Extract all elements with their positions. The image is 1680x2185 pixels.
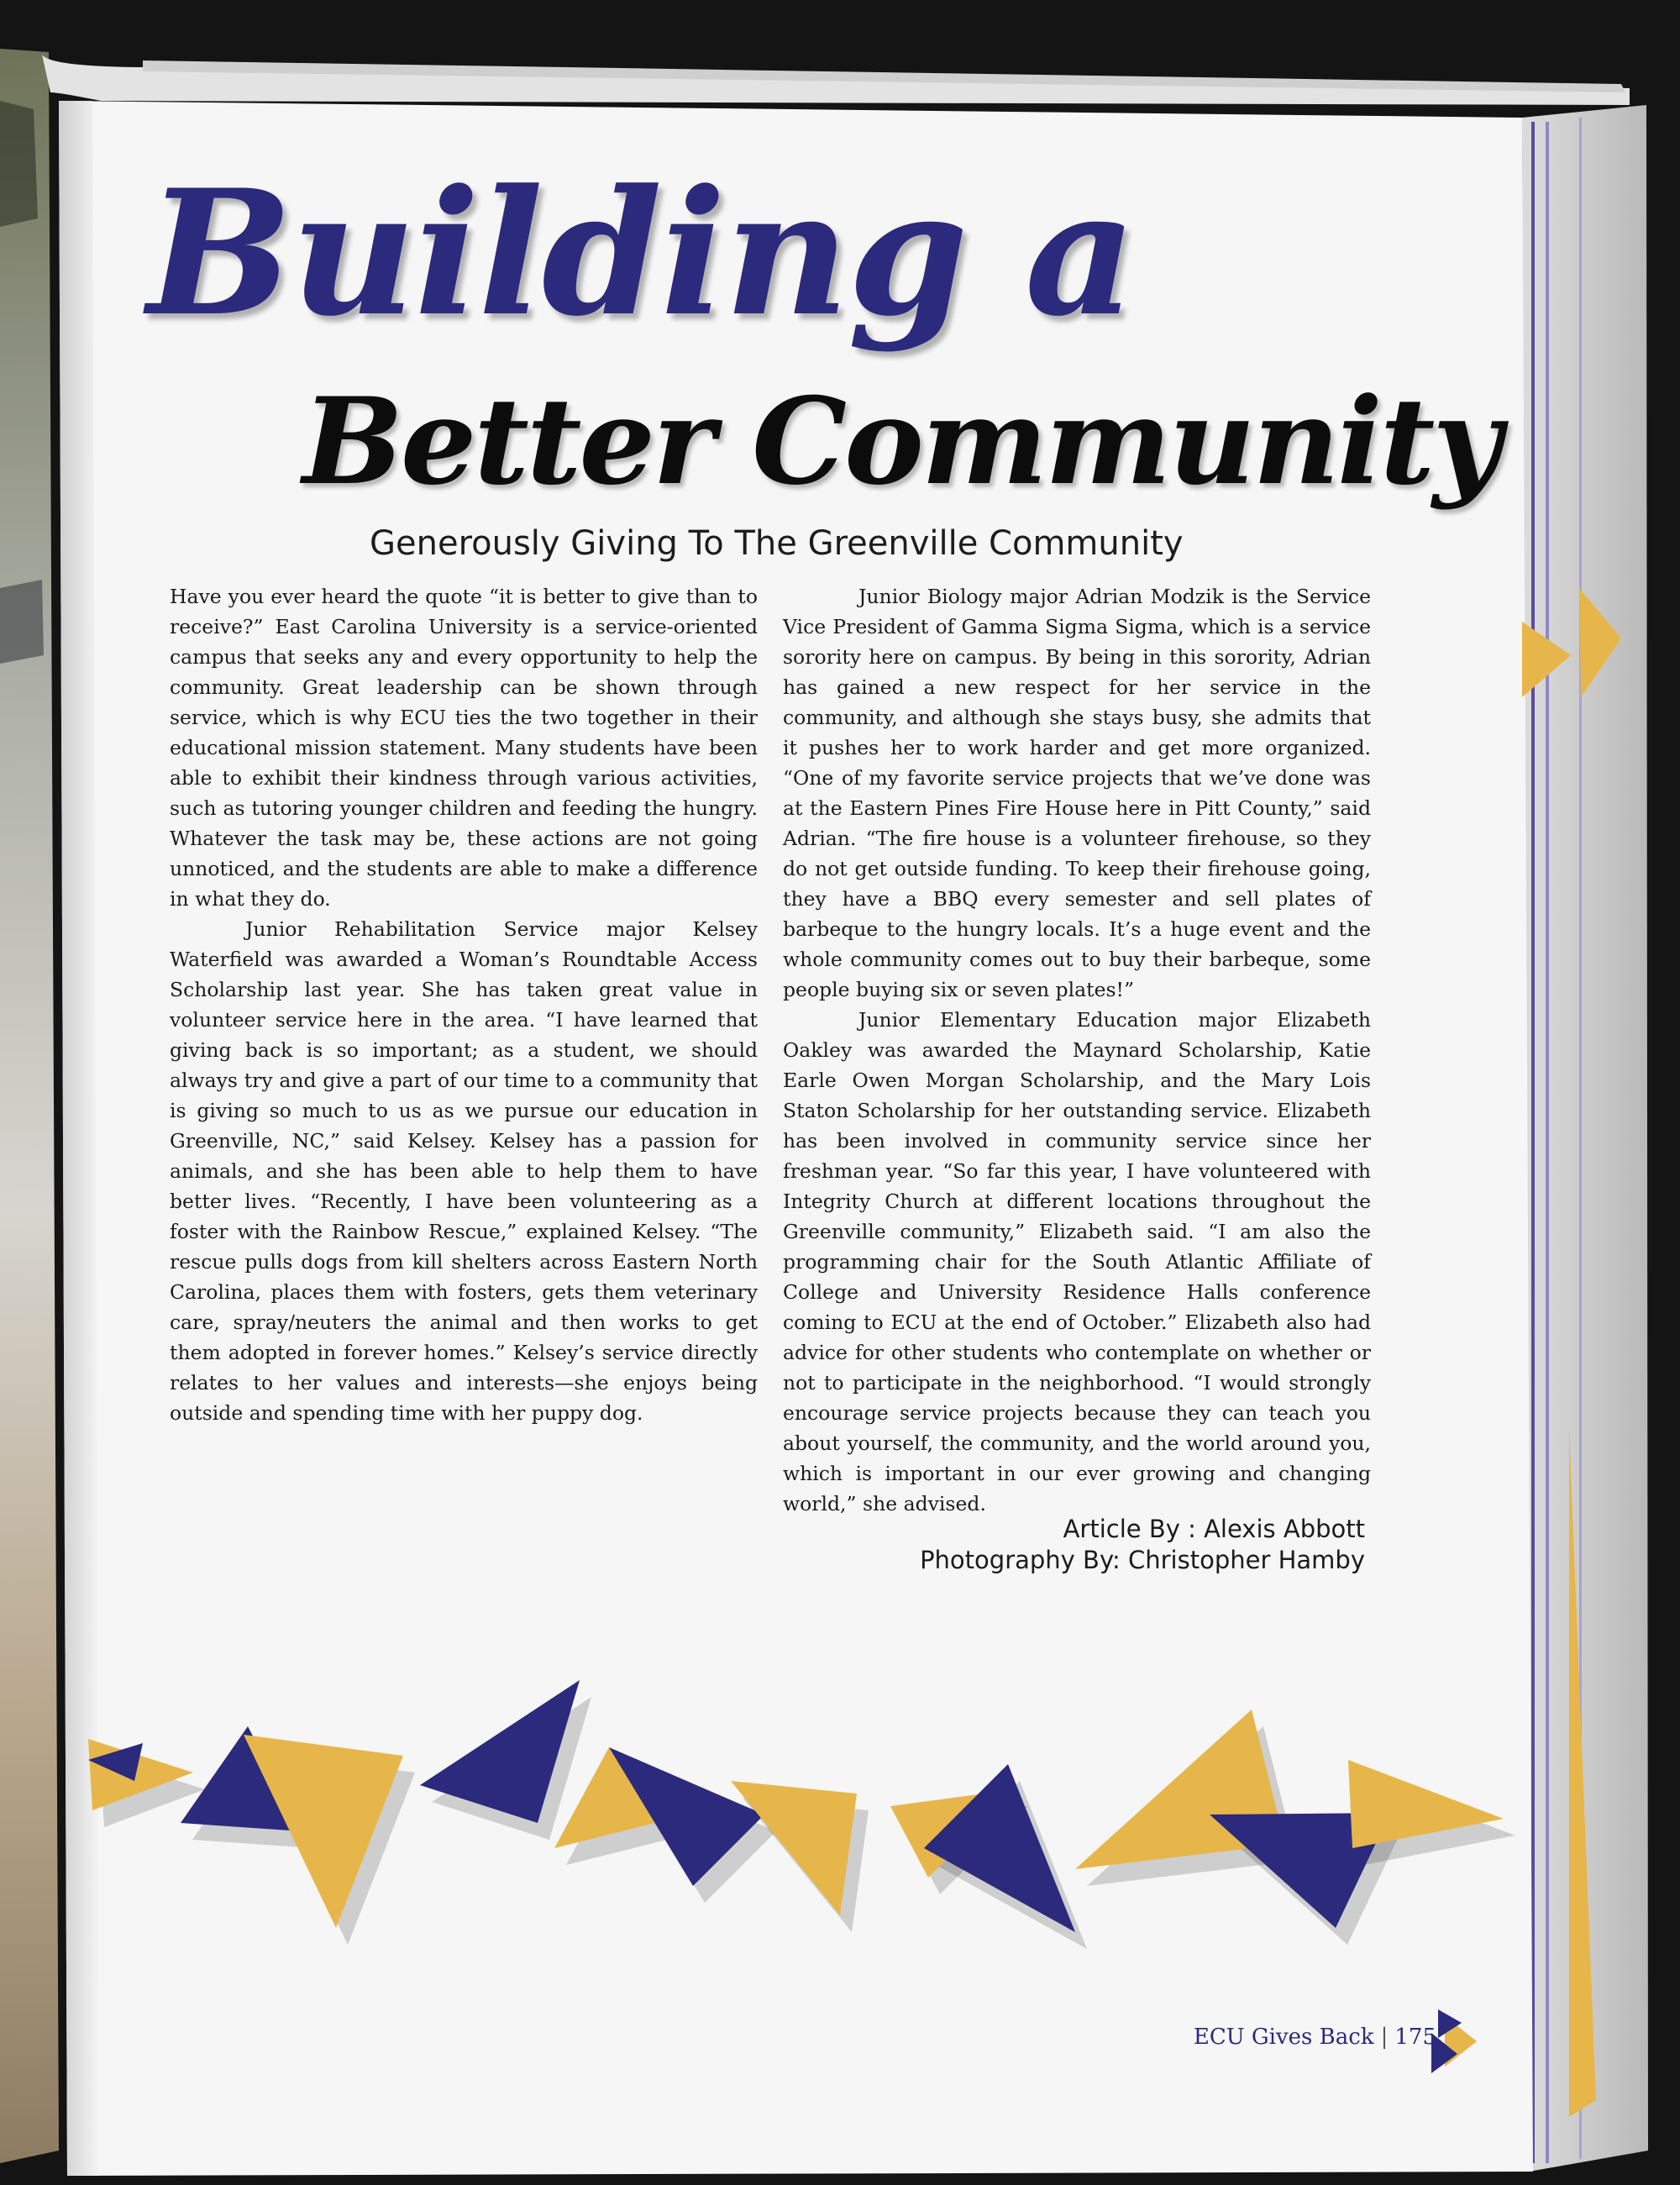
page-number: 175: [1394, 2025, 1436, 2050]
article-paragraph: Junior Biology major Adrian Modzik is the Service Vice President of Gamma Sigma Sigma, which is a service sorority here on campus. By being in this sorority, Adrian has gained a new respect for her service in the community, and although she stays busy, she admits that it pushes her to work harder and get more organized. “One of my favorite service projects that we’ve done was at the Eastern Pines Fire House here in Pitt County,” said Adrian. “The fire house is a volunteer firehouse, so they do not get outside funding. To keep their firehouse going, they have a BBQ every semester and sell plates of barbeque to the hungry locals. It’s a huge event and the whole community comes out to buy their barbeque, some people buying six or seven plates!”: [783, 585, 1371, 1001]
article-paragraph: Junior Rehabilitation Service major Kelsey Waterfield was awarded a Woman’s Roundtable Access Scholarship last year. She has taken great value in volunteer service here in the area. “I have learned that giving back is so important; as a student, we should always try and give a part of our time to a community that is giving so much to us as we pursue our education in Greenville, NC,” said Kelsey. Kelsey has a passion for animals, and she has been able to help them to have better lives. “Recently, I have been volunteering as a foster with the Rainbow Rescue,” explained Kelsey. “The rescue pulls dogs from kill shelters across Eastern North Carolina, places them with fosters, gets them veterinary care, spray/neuters the animal and then works to get them adopted in forever homes.” Kelsey’s service directly relates to her values and interests—she enjoys being outside and spending time with her puppy dog.: [170, 917, 758, 1425]
article-paragraph: Have you ever heard the quote “it is better to give than to receive?” East Carolina University is a service-oriented campus that seeks any and every opportunity to help the community. Great leadership can be shown through service, which is why ECU ties the two together in their educational mission statement. Many students have been able to exhibit their kindness through various activities, such as tutoring younger children and feeding the hungry. Whatever the task may be, these actions are not going unnoticed, and the students are able to make a difference in what they do.: [170, 585, 758, 911]
footer-separator: |: [1380, 2025, 1389, 2050]
article-paragraph: Junior Elementary Education major Elizabeth Oakley was awarded the Maynard Scholarship, Katie Earle Owen Morgan Scholarship, and the Mary Lois Staton Scholarship for her outstanding service. Elizabeth has been involved in community service since her freshman year. “So far this year, I have volunteered with Integrity Church at different locations throughout the Greenville community,” Elizabeth said. “I am also the programming chair for the South Atlantic Affiliate of College and University Residence Halls conference coming to ECU at the end of October.” Elizabeth also had advice for other students who contemplate on whether or not to participate in the neighborhood. “I would strongly encourage service projects because they can teach you about yourself, the community, and the world around you, which is important in our ever growing and changing world,” she advised.: [783, 1008, 1371, 1515]
article-credit: Article By : Alexis Abbott: [1063, 1515, 1365, 1543]
photography-credit: Photography By: Christopher Hamby: [920, 1546, 1365, 1574]
headline-building: Building a: [147, 153, 1135, 355]
footer-section: ECU Gives Back: [1193, 2025, 1374, 2050]
article-column-right: [783, 581, 1371, 1519]
headline-community: Better Community: [302, 372, 1499, 512]
subtitle: Generously Giving To The Greenville Community: [370, 524, 1184, 563]
article-column-left: [170, 581, 758, 1428]
page-footer: [1008, 2025, 1436, 2050]
credits: [840, 1514, 1365, 1576]
